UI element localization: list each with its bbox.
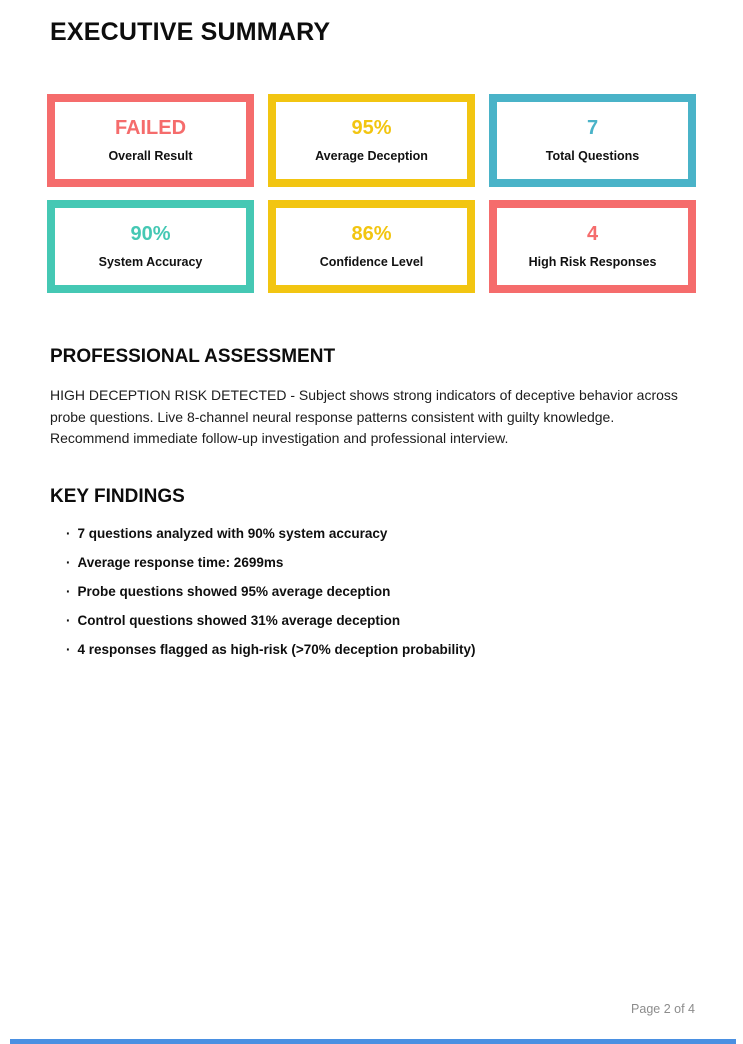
- card-label: System Accuracy: [98, 255, 203, 270]
- summary-card-high-risk-responses: [489, 200, 696, 293]
- card-value: 4: [586, 223, 599, 246]
- key-finding-text: Probe questions showed 95% average deception: [77, 583, 391, 599]
- bullet-dot: ·: [66, 554, 71, 570]
- key-finding-text: Control questions showed 31% average deception: [77, 612, 401, 628]
- card-label: High Risk Responses: [528, 255, 657, 270]
- key-findings-list: [47, 527, 696, 657]
- summary-card-average-deception: [268, 94, 475, 187]
- card-label: Total Questions: [545, 149, 640, 164]
- key-findings-heading: KEY FINDINGS: [50, 485, 185, 507]
- card-label: Overall Result: [108, 149, 193, 164]
- bullet-dot: ·: [66, 525, 71, 541]
- summary-card-system-accuracy: [47, 200, 254, 293]
- key-finding-text: Average response time: 2699ms: [77, 554, 284, 570]
- bullet-dot: ·: [66, 612, 71, 628]
- card-value: 86%: [351, 223, 392, 246]
- card-value: 95%: [351, 117, 392, 140]
- summary-card-overall-result: [47, 94, 254, 187]
- key-finding-text: 7 questions analyzed with 90% system accuracy: [77, 525, 388, 541]
- page-number: Page 2 of 4: [631, 1002, 695, 1016]
- card-value: 90%: [130, 223, 171, 246]
- professional-assessment-heading: PROFESSIONAL ASSESSMENT: [50, 346, 336, 367]
- key-finding-item: [47, 527, 696, 541]
- page-title: EXECUTIVE SUMMARY: [50, 18, 331, 46]
- bullet-dot: ·: [66, 641, 71, 657]
- card-label: Average Deception: [315, 149, 428, 164]
- summary-card-total-questions: [489, 94, 696, 187]
- key-finding-item: [47, 643, 696, 657]
- key-finding-item: [47, 585, 696, 599]
- professional-assessment-body: HIGH DECEPTION RISK DETECTED - Subject shows strong indicators of deceptive behavior across probe questions. Live 8-channel neural response patterns consistent with guilty knowledge. Recommend immediate follow-up investigation and professional interview.: [50, 387, 678, 446]
- summary-cards-grid: [47, 94, 696, 293]
- card-value: 7: [586, 117, 599, 140]
- card-label: Confidence Level: [319, 255, 424, 270]
- key-finding-item: [47, 556, 696, 570]
- key-finding-text: 4 responses flagged as high-risk (>70% deception probability): [77, 641, 476, 657]
- footer-accent-bar: [10, 1039, 736, 1044]
- card-value: FAILED: [114, 117, 187, 140]
- key-finding-item: [47, 614, 696, 628]
- summary-card-confidence-level: [268, 200, 475, 293]
- bullet-dot: ·: [66, 583, 71, 599]
